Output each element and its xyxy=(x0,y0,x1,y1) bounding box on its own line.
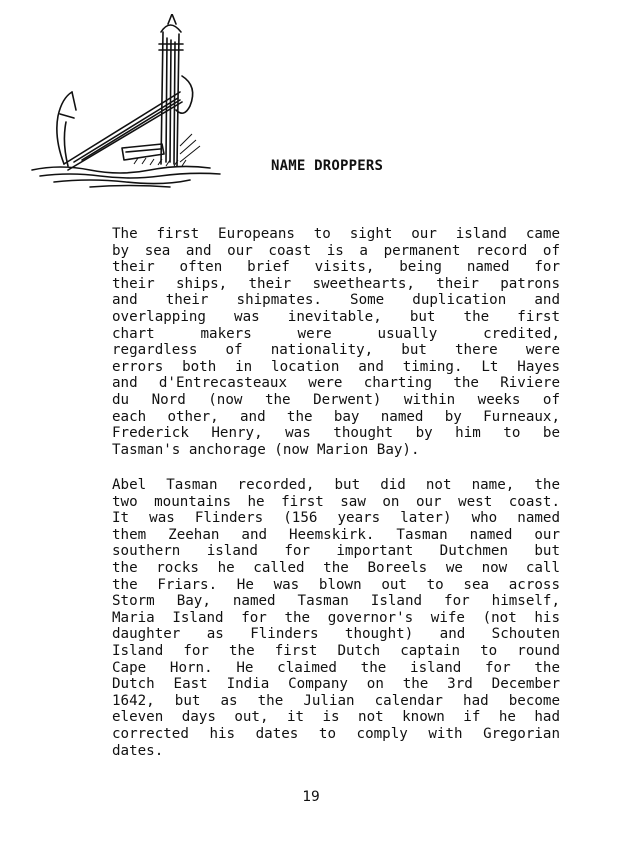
text-line: The first Europeans to sight our island came xyxy=(112,226,560,242)
text-line: It was Flinders (156 years later) who named xyxy=(112,510,560,527)
text-line: and their shipmates. Some duplication and xyxy=(112,292,560,309)
text-line: Cape Horn. He claimed the island for the xyxy=(112,659,560,676)
text-line: Abel Tasman recorded, but did not name, the xyxy=(112,477,560,493)
text-line: errors both in location and timing. Lt Hayes xyxy=(112,358,560,375)
text-line: the rocks he called the Boreels we now call xyxy=(112,559,560,576)
text-line: Island for the first Dutch captain to round xyxy=(112,642,560,659)
page-number: 19 xyxy=(302,789,320,805)
text-line: regardless of nationality, but there were xyxy=(112,342,560,359)
page-title: NAME DROPPERS xyxy=(271,158,384,174)
text-line: chart makers were usually credited, xyxy=(112,325,560,342)
text-line: Dutch East India Company on the 3rd December xyxy=(112,676,560,693)
text-line: Storm Bay, named Tasman Island for himself, xyxy=(112,593,560,610)
anchor-icon xyxy=(30,14,235,189)
text-line: daughter as Flinders thought) and Schouten xyxy=(112,626,560,643)
paragraph-1 xyxy=(112,226,560,458)
text-line: two mountains he first saw on our west coast. xyxy=(112,493,560,510)
text-line: and d'Entrecasteaux were charting the Riviere xyxy=(112,375,560,392)
text-line: their often brief visits, being named for xyxy=(112,259,560,276)
text-line: southern island for important Dutchmen but xyxy=(112,543,560,560)
text-line: Maria Island for the governor's wife (not his xyxy=(112,609,560,626)
text-line: them Zeehan and Heemskirk. Tasman named our xyxy=(112,526,560,543)
text-line: eleven days out, it is not known if he had xyxy=(112,709,560,726)
text-line: Tasman's anchorage (now Marion Bay). xyxy=(112,441,420,458)
text-line: du Nord (now the Derwent) within weeks of xyxy=(112,391,560,408)
text-line: overlapping was inevitable, but the first xyxy=(112,308,560,325)
text-line: Frederick Henry, was thought by him to be xyxy=(112,425,560,442)
text-line: each other, and the bay named by Furneaux, xyxy=(112,408,560,425)
paragraph-2 xyxy=(112,477,560,759)
text-line: their ships, their sweethearts, their patrons xyxy=(112,275,560,292)
text-line: dates. xyxy=(112,742,164,759)
text-line: corrected his dates to comply with Gregorian xyxy=(112,725,560,742)
text-line: 1642, but as the Julian calendar had become xyxy=(112,692,560,709)
text-line: the Friars. He was blown out to sea across xyxy=(112,576,560,593)
text-line: by sea and our coast is a permanent record of xyxy=(112,242,560,259)
